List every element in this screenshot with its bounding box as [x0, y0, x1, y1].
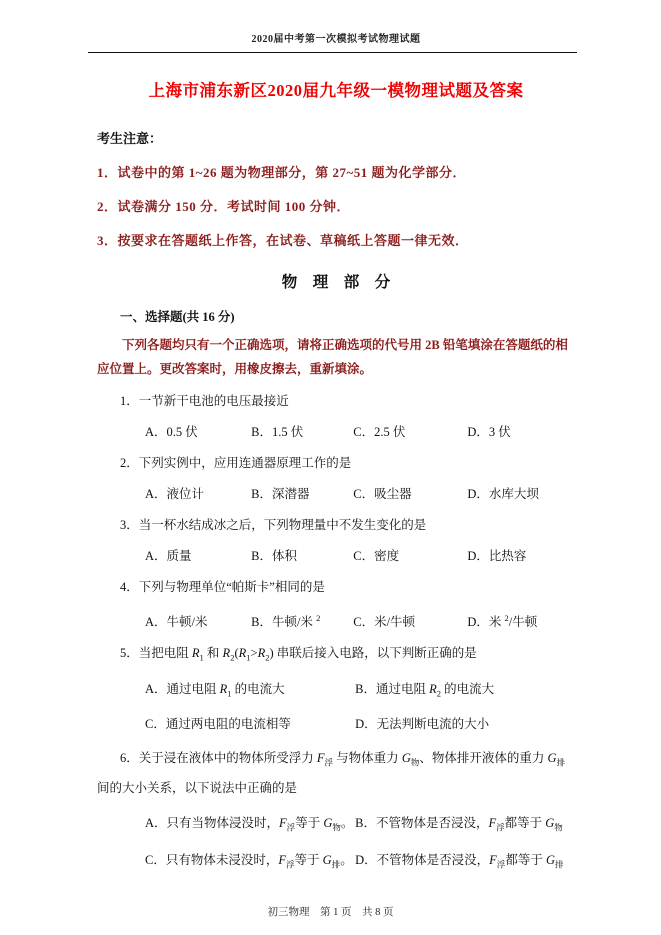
option-a: A．质量	[145, 549, 192, 563]
option-d: D．3 伏	[467, 425, 511, 439]
question-4-text: 4．下列与物理单位“帕斯卡”相同的是	[120, 580, 325, 594]
question-5-options-row-1	[97, 674, 575, 710]
document-title: 上海市浦东新区2020届九年级一模物理试题及答案	[148, 81, 524, 100]
option-a: A．液位计	[145, 487, 205, 501]
question-6-options-row-1	[97, 807, 575, 845]
question-2-text: 2．下列实例中，应用连通器原理工作的是	[120, 456, 352, 470]
option-c: C．吸尘器	[353, 487, 412, 501]
option-b: B．牛顿/米 $^2$	[251, 613, 321, 630]
option-c: C．密度	[353, 549, 400, 563]
option-d: D．水库大坝	[467, 487, 539, 501]
part-instructions: 下列各题均只有一个正确选项，请将正确选项的代号用 2B 铅笔填涂在答题纸的相应位置上。更改答案时，用橡皮擦去，重新填涂。	[97, 338, 568, 376]
option-c: C．2.5 伏	[353, 425, 406, 439]
question-6	[97, 746, 575, 882]
notice-item-1: 1．试卷中的第 1~26 题为物理部分，第 27~51 题为化学部分．	[97, 165, 467, 180]
question-4	[97, 572, 575, 638]
question-3-text: 3．当一杯水结成冰之后，下列物理量中不发生变化的是	[120, 518, 427, 532]
option-d: D．无法判断电流的大小	[355, 717, 490, 732]
question-2	[97, 448, 575, 510]
question-4-options	[97, 603, 575, 638]
option-a: A．牛顿/米	[145, 615, 208, 630]
option-b: B．不管物体是否浸没，$F_浮$都等于 $G_物$	[355, 815, 563, 833]
question-6-options-row-2	[97, 844, 575, 882]
notice-heading: 考生注意：	[97, 131, 163, 146]
questions-section	[97, 386, 575, 882]
question-1-options	[97, 417, 575, 448]
option-a: A．只有当物体浸没时，$F_浮$等于 $G_物$。	[145, 815, 354, 833]
option-c: C．只有物体未浸没时，$F_浮$等于 $G_排$。	[145, 853, 353, 870]
notice-item-3: 3．按要求在答题纸上作答，在试卷、草稿纸上答题一律无效．	[97, 233, 469, 248]
option-a: A．通过电阻 $R_1$ 的电流大	[145, 681, 285, 699]
question-5-options-row-2	[97, 709, 575, 740]
question-3	[97, 510, 575, 572]
section-title-physics: 物 理 部 分	[281, 274, 391, 291]
option-d: D．比热容	[467, 549, 527, 563]
notice-item-2: 2．试卷满分 150 分．考试时间 100 分钟．	[97, 199, 351, 214]
document-header: 2020届中考第一次模拟考试物理试题	[251, 34, 421, 45]
option-b: B．通过电阻 $R_2$ 的电流大	[355, 681, 495, 699]
option-b: B．深潜器	[251, 487, 310, 501]
question-1	[97, 386, 575, 448]
option-b: B．体积	[251, 549, 297, 563]
question-5-text: 5．当把电阻 $R_1$ 和 $R_2(R_1>R_2)$ 串联后接入电路，以下判断正确的是	[120, 646, 477, 663]
question-1-text: 1．一节新干电池的电压最接近	[120, 394, 289, 408]
option-c: C．通过两电阻的电流相等	[145, 717, 291, 732]
question-6-text: 6．关于浸在液体中的物体所受浮力 $F_浮$ 与物体重力 $G_物$、物体排开液体的重力 $G_排$ 间的大小关系，以下说法中正确的是	[97, 751, 566, 795]
page-footer: 初三物理 第 1 页 共 8 页	[267, 907, 394, 918]
part-title-choice: 一、选择题(共 16 分)	[120, 310, 235, 324]
header-divider	[88, 52, 577, 53]
question-3-options	[97, 541, 575, 572]
option-a: A．0.5 伏	[145, 425, 198, 439]
question-5	[97, 638, 575, 740]
option-d: D．不管物体是否浸没，$F_浮$都等于 $G_排$	[355, 853, 564, 870]
option-b: B．1.5 伏	[251, 425, 304, 439]
question-2-options	[97, 479, 575, 510]
option-c: C．米/牛顿	[353, 615, 416, 630]
option-d: D．米 $^2$/牛顿	[467, 613, 538, 630]
